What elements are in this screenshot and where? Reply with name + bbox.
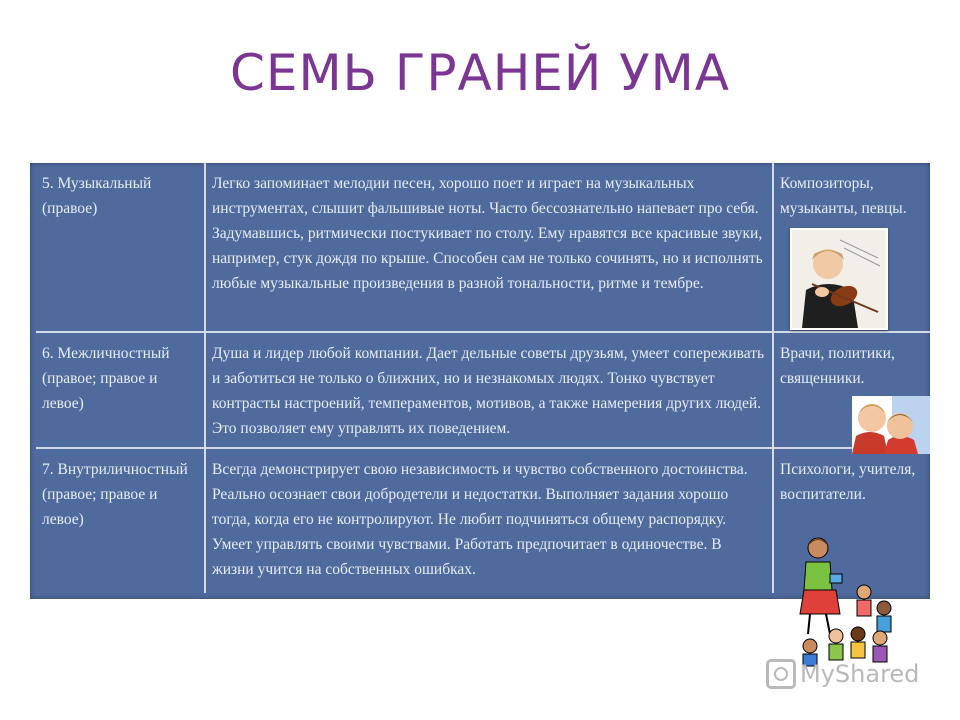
teacher-icon bbox=[796, 534, 900, 668]
teacher-illustration bbox=[796, 534, 900, 668]
myshared-logo-icon bbox=[766, 659, 796, 689]
type-cell: 5. Музыкальный (правое) bbox=[42, 175, 152, 217]
children-photo bbox=[852, 396, 930, 454]
watermark-text: MyShared bbox=[800, 660, 920, 688]
professions-cell: Психологи, учителя, воспитатели. bbox=[772, 449, 930, 593]
professions-cell: Композиторы, музыканты, певцы. bbox=[772, 163, 930, 331]
slide-title: СЕМЬ ГРАНЕЙ УМА bbox=[230, 44, 730, 102]
description-cell: Легко запоминает мелодии песен, хорошо поет и играет на музыкальных инструментах, слышит фальшивые ноты. Часто бессознательно напевает про себя. Задумавшись, ритмически постукивает по столу. Ему нравятся все красивые звуки, например, стук дождя по крыше. Способен сам не только сочинять, но и исполнять любые музыкальные произведения в разной тональности, ритме и тембре. bbox=[204, 163, 772, 331]
type-cell: 6. Межличностный (правое; правое и левое) bbox=[42, 345, 170, 412]
watermark bbox=[766, 654, 919, 694]
type-cell: 7. Внутриличностный (правое; правое и левое) bbox=[42, 461, 188, 528]
description-cell: Душа и лидер любой компании. Дает дельные советы друзьям, умеет сопереживать и заботиться не только о ближних, но и незнакомых людях. Тонко чувствует контрасты настроений, темпераментов, мотивов, а также намерения других людей. Это позволяет ему управлять их поведением. bbox=[204, 333, 772, 449]
description-cell: Всегда демонстрирует свою независимость и чувство собственного достоинства. Реально осознает свои добродетели и недостатки. Выполняет задания хорошо тогда, когда его не контролируют. Не любит подчиняться общему распорядку. Умеет управлять своими чувствами. Работать предпочитает в одиночестве. В жизни учится на собственных ошибках. bbox=[204, 449, 772, 593]
violinist-photo bbox=[790, 228, 888, 330]
table-row bbox=[36, 331, 930, 449]
children-icon bbox=[852, 396, 930, 454]
professions-cell: Врачи, политики, священники. bbox=[772, 333, 930, 449]
violin-icon bbox=[792, 230, 886, 328]
